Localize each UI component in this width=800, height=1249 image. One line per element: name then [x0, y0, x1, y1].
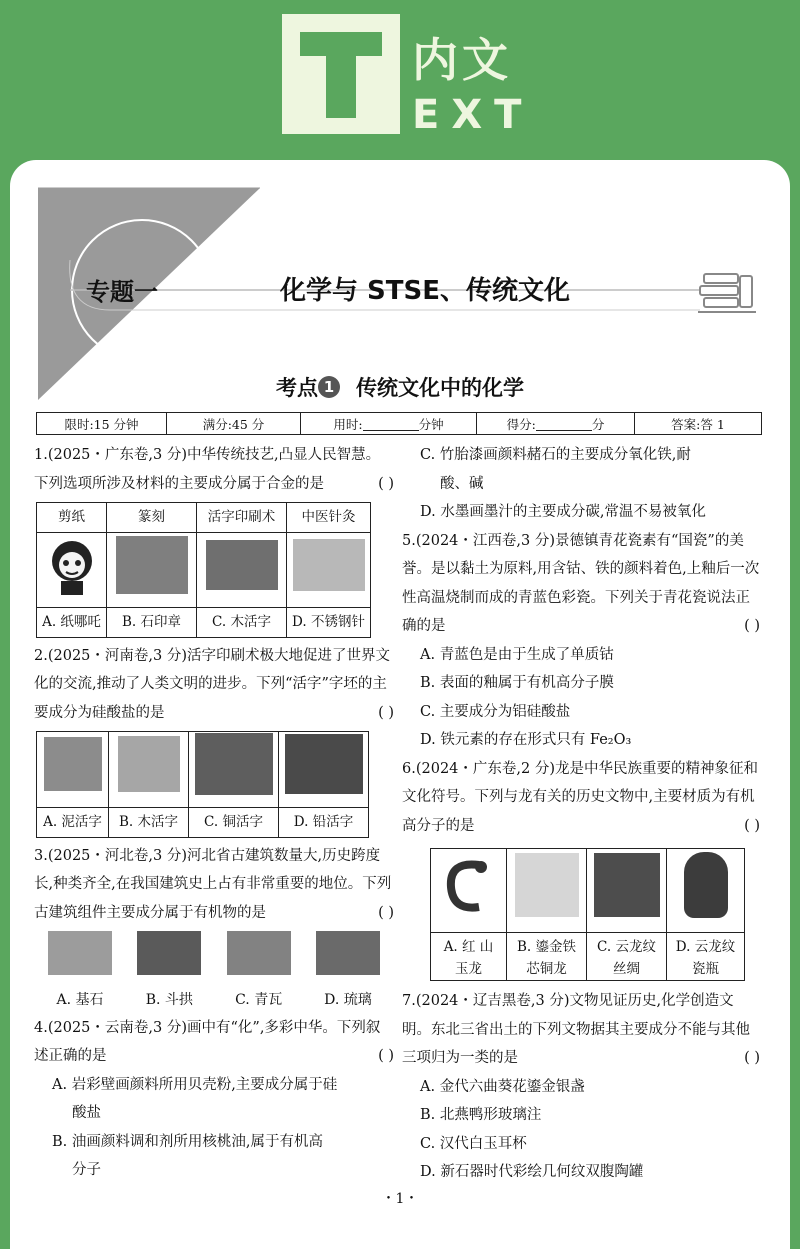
q7-option-d[interactable]: D. 新石器时代彩绘几何纹双腹陶罐 [420, 1164, 644, 1180]
q1-image-cell [37, 532, 107, 608]
q6-option-b-line1: B. 鎏金铁 [516, 939, 576, 955]
q3-option-c[interactable]: C. 青瓦 [235, 991, 283, 1008]
q1-header: 剪纸 [37, 503, 107, 533]
answer-paren[interactable]: ( ) [744, 817, 760, 834]
q7-option-c[interactable]: C. 汉代白玉耳杯 [420, 1135, 527, 1152]
foundation-stone-image [48, 931, 112, 975]
question-text: (2025・广东卷,3 分)中华传统技艺,凸显人民智慧。下列选项所涉及材料的主要成分属于合金的是 [34, 447, 381, 492]
point-prefix: 考点 [276, 376, 318, 400]
q6-option-d[interactable] [667, 933, 745, 981]
full-score: 满分:45 分 [167, 413, 301, 435]
q6-option-a-line2: 玉龙 [455, 961, 482, 977]
q4-option-a[interactable]: A. 岩彩壁画颜料所用贝壳粉,主要成分属于硅 [52, 1076, 338, 1093]
q6-option-c[interactable] [587, 933, 667, 981]
q2-option-a[interactable]: A. 泥活字 [37, 808, 109, 838]
question-text: (2025・河北卷,3 分)河北省古建筑数量大,历史跨度长,种类齐全,在我国建筑史上占有非常重要的地位。下列古建筑组件主要成分属于有机物的是 [34, 847, 392, 921]
answer-paren[interactable]: ( ) [378, 904, 394, 921]
q2-option-c[interactable]: C. 铜活字 [189, 808, 279, 838]
q1-option-table [36, 502, 371, 638]
q2-option-table [36, 731, 369, 838]
q1-image-cell [197, 532, 287, 608]
score-label: 得分: [506, 416, 536, 432]
q6-option-a[interactable] [431, 933, 507, 981]
clay-type-image [44, 737, 102, 791]
page-paper [10, 160, 790, 1249]
q7-option-b[interactable]: B. 北燕鸭形玻璃注 [420, 1107, 542, 1123]
answer-paren[interactable]: ( ) [378, 1048, 394, 1064]
bronze-type-image [195, 733, 273, 795]
question-1 [34, 441, 394, 498]
answer-paren[interactable]: ( ) [744, 1050, 760, 1066]
question-6 [402, 755, 760, 841]
page-number: ・1・ [381, 1191, 419, 1207]
time-limit: 限时:15 分钟 [37, 413, 167, 435]
question-number: 5. [402, 532, 416, 549]
q1-header: 篆刻 [107, 503, 197, 533]
wood-type-image [118, 736, 180, 792]
question-text: (2024・江西卷,3 分)景德镇青花瓷素有“国瓷”的美誉。是以黏土为原料,用含钴、铁的颜料着色,上釉后一次性高温烧制而成的青蓝色彩瓷。下列关于青花瓷说法正确的是 [402, 532, 760, 634]
q4-option-c[interactable]: C. 竹胎漆画颜料赭石的主要成分氧化铁,耐 [420, 447, 691, 463]
q3-figure [310, 931, 386, 1014]
question-number: 6. [402, 760, 416, 777]
q2-image-cell [109, 732, 189, 808]
question-2 [34, 642, 394, 728]
q2-option-d[interactable]: D. 铅活字 [279, 808, 369, 838]
q5-option-d[interactable]: D. 铁元素的存在形式只有 Fe₂O₃ [420, 732, 632, 748]
q2-image-cell [189, 732, 279, 808]
time-used-label: 用时: [333, 416, 363, 432]
question-7 [402, 987, 760, 1073]
paper-cut-nezha-image [45, 533, 99, 597]
topic-label: 专题一 [86, 278, 158, 306]
answer-paren[interactable]: ( ) [744, 618, 760, 634]
question-4 [34, 1014, 394, 1071]
right-column [402, 441, 760, 1187]
books-icon [698, 270, 758, 320]
point-title [10, 372, 790, 402]
answer-paren[interactable]: ( ) [378, 704, 394, 721]
dougong-bracket-image [137, 931, 201, 975]
header-banner [0, 0, 800, 160]
question-number: 7. [402, 993, 416, 1009]
grey-tile-image [227, 931, 291, 975]
silk-dragon-image [594, 853, 660, 917]
question-text: (2024・广东卷,2 分)龙是中华民族重要的精神象征和文化符号。下列与龙有关的历史文物中,主要材质为有机高分子的是 [402, 760, 759, 834]
q2-image-cell [37, 732, 109, 808]
q1-option-a[interactable]: A. 纸哪吒 [37, 608, 107, 638]
question-text: (2025・河南卷,3 分)活字印刷术极大地促进了世界文化的交流,推动了人类文明的进步。下列“活字”字坯的主要成分为硅酸盐的是 [34, 647, 391, 721]
q6-image-cell [667, 849, 745, 933]
q6-option-b[interactable] [507, 933, 587, 981]
question-3 [34, 842, 394, 928]
score-blank[interactable] [536, 419, 592, 431]
q4-option-c-cont: 酸、碱 [440, 475, 484, 492]
info-table [36, 412, 762, 435]
q2-option-b[interactable]: B. 木活字 [109, 808, 189, 838]
q6-option-table [430, 848, 745, 981]
question-number: 1. [34, 447, 48, 463]
q7-option-a[interactable]: A. 金代六曲葵花鎏金银盏 [420, 1078, 585, 1095]
porcelain-vase-image [684, 852, 728, 918]
time-used-cell [301, 413, 477, 435]
q5-option-b[interactable]: B. 表面的釉属于有机高分子膜 [420, 675, 614, 691]
question-number: 4. [34, 1019, 48, 1036]
answer-ref: 答案:答 1 [635, 413, 762, 435]
q3-figure [42, 931, 118, 1014]
q4-option-d[interactable]: D. 水墨画墨汁的主要成分碳,常温不易被氧化 [420, 504, 706, 520]
t-letter-graphic [282, 14, 400, 134]
time-used-blank[interactable] [363, 419, 419, 431]
q6-image-cell [587, 849, 667, 933]
q6-option-c-line2: 丝绸 [613, 961, 640, 977]
answer-paren[interactable]: ( ) [378, 475, 394, 492]
lead-type-image [285, 734, 363, 794]
q4-option-a-cont: 酸盐 [72, 1105, 101, 1121]
q1-option-c[interactable]: C. 木活字 [197, 608, 287, 638]
q3-option-d[interactable]: D. 琉璃 [324, 991, 372, 1008]
jade-dragon-image [439, 853, 499, 917]
acupuncture-needle-image [293, 539, 365, 591]
question-5 [402, 527, 760, 641]
q6-image-cell [507, 849, 587, 933]
q5-option-a[interactable]: A. 青蓝色是由于生成了单质钴 [420, 646, 614, 663]
banner-chinese-text: 内文 [412, 33, 512, 87]
q3-figures [34, 929, 394, 1014]
point-text: 传统文化中的化学 [356, 376, 524, 400]
banner-english-text: EXT [412, 92, 534, 138]
q6-option-a-line1: A. 红 山 [443, 939, 494, 955]
wood-type-image [206, 540, 278, 590]
time-used-unit: 分钟 [418, 416, 444, 432]
question-number: 3. [34, 847, 48, 864]
q6-option-d-line1: D. 云龙纹 [675, 939, 736, 955]
gilt-bronze-dragon-image [515, 853, 579, 917]
q1-option-b[interactable]: B. 石印章 [107, 608, 197, 638]
q3-option-b[interactable]: B. 斗拱 [145, 991, 193, 1008]
question-number: 2. [34, 647, 48, 664]
score-cell [477, 413, 635, 435]
q1-image-cell [107, 532, 197, 608]
q3-figure [221, 931, 297, 1014]
stone-seal-image [116, 536, 188, 594]
q6-option-d-line2: 瓷瓶 [692, 961, 719, 977]
q1-header: 中医针灸 [287, 503, 371, 533]
q1-option-d[interactable]: D. 不锈钢针 [287, 608, 371, 638]
q2-image-cell [279, 732, 369, 808]
question-text: (2025・云南卷,3 分)画中有“化”,多彩中华。下列叙述正确的是 [34, 1019, 381, 1064]
glazed-tile-image [316, 931, 380, 975]
q3-option-a[interactable]: A. 基石 [56, 991, 104, 1008]
question-text: (2024・辽吉黑卷,3 分)文物见证历史,化学创造文明。东北三省出土的下列文物据其主要成分不能与其他三项归为一类的是 [402, 993, 750, 1066]
q1-header: 活字印刷术 [197, 503, 287, 533]
q3-figure [131, 931, 207, 1014]
q4-option-b-cont: 分子 [72, 1162, 101, 1178]
q1-image-cell [287, 532, 371, 608]
q4-option-b[interactable]: B. 油画颜料调和剂所用核桃油,属于有机高 [52, 1133, 323, 1150]
score-unit: 分 [591, 416, 605, 432]
q6-image-cell [431, 849, 507, 933]
q5-option-c[interactable]: C. 主要成分为铝硅酸盐 [420, 703, 571, 720]
point-number-badge: 1 [318, 376, 340, 398]
q6-option-b-line2: 芯铜龙 [526, 961, 567, 977]
topic-title: 化学与 STSE、传统文化 [280, 276, 570, 306]
t-logo [282, 14, 400, 134]
left-column [34, 441, 394, 1185]
q6-option-c-line1: C. 云龙纹 [597, 939, 656, 955]
